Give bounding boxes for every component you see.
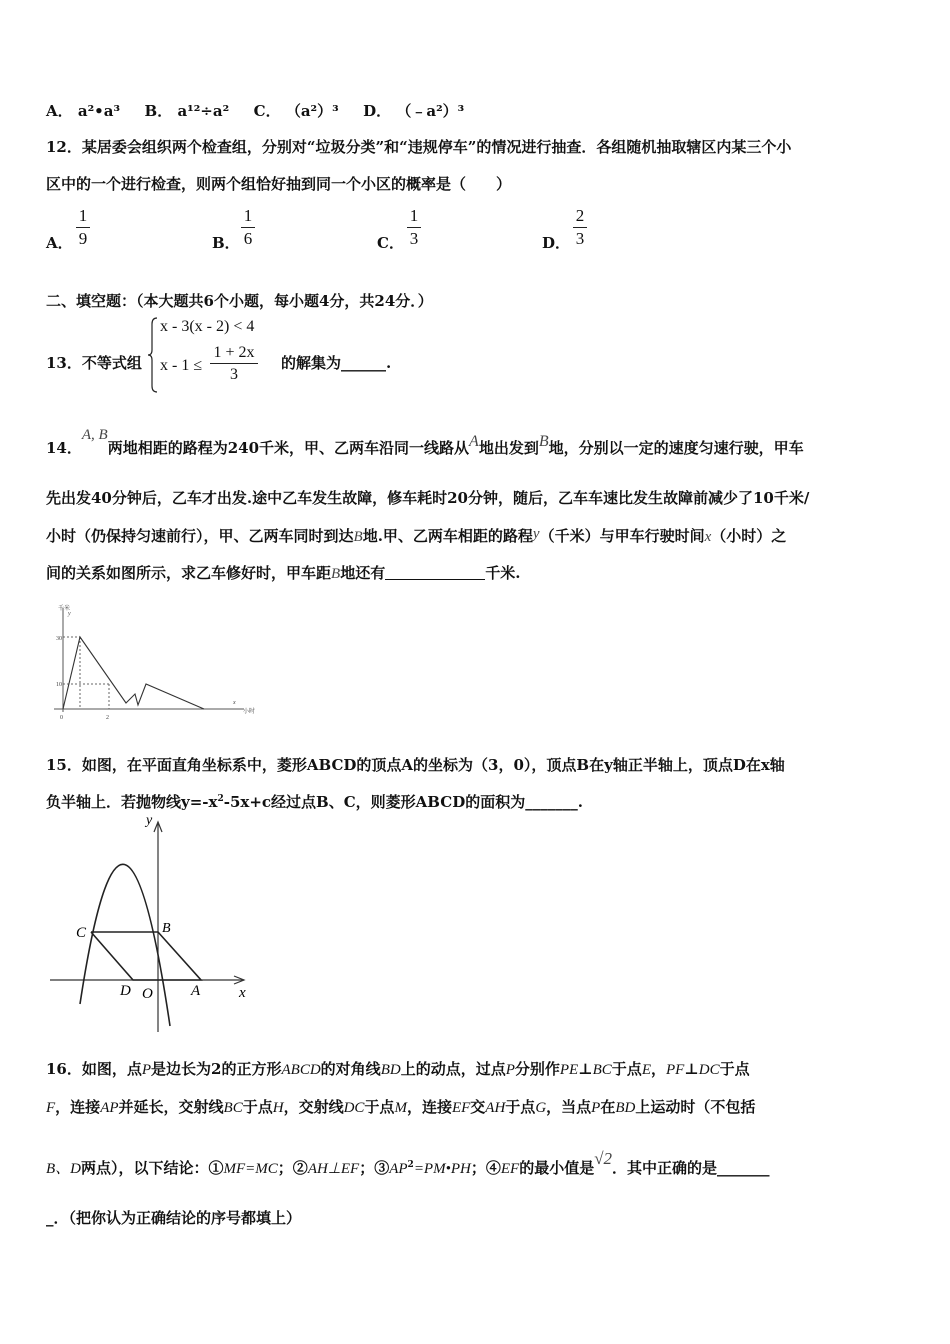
q15-label-y: y [146,814,153,828]
q12-option-c-letter: C． [377,234,404,252]
q15-label-b: B [162,921,171,936]
q14-line3: 小时（仍保持匀速前行），甲、乙两车同时到达B地.甲、乙两车相距的路程y（千米）与甲车行驶时间x（小时）之 [46,526,787,545]
q12-option-b-fraction: 1 6 [238,206,258,249]
q14-line4: 间的关系如图所示，求乙车修好时，甲车距B地还有 千米. [46,564,521,582]
q13-inequality-2-fraction: 1 + 2x 3 [210,344,258,385]
q11-option-a: A． a²•a³ [46,102,121,120]
q16-line2: F，连接AP并延长，交射线BC于点H，交射线DC于点M，连接EF交AH于点G，当点P在BD上运动时（不包括 [46,1098,756,1116]
q11-option-d: D． （﹣a²）³ [363,102,465,120]
q11-options [46,101,464,121]
q15-line1: 15．如图，在平面直角坐标系中，菱形ABCD的顶点A的坐标为（3，0），顶点B在y轴正半轴上，顶点D在x轴 [46,756,785,774]
q15-label-a: A [191,983,201,999]
q14-y-axis-label: y [68,611,71,617]
q15-label-c: C [76,925,87,941]
q15-label-d: D [120,983,131,999]
q14-x-tick-0: 0 [60,715,63,721]
q15-label-o: O [142,986,153,1002]
q11-option-c: C． （a²）³ [253,102,339,120]
q15-parabola [80,864,170,1026]
section-title: 二、填空题：（本大题共6个小题，每小题4分，共24分．） [46,292,433,310]
q13-prefix: 13．不等式组 [46,354,142,372]
q15-label-x: x [239,985,246,1001]
q13-inequality-2-left: x - 1 ≤ [160,357,203,374]
q14-distance-line [63,637,204,709]
q16-line4: _．（把你认为正确结论的序号都填上） [46,1209,302,1227]
q15-graph [44,814,254,1034]
q14-x-tick-2: 2 [106,715,109,721]
q13-brace [147,316,159,394]
q14-x-axis-label: x [233,700,236,706]
q14-x-unit: 小时 [243,709,256,715]
q15-rhombus [91,932,201,980]
q14-y-tick-30: 30 [56,636,62,642]
q12-option-c-fraction: 1 3 [404,206,424,249]
q14-graph [44,602,266,727]
q15-line2: 负半轴上．若抛物线$y=-x^2-5x+c$经过点B、C，则菱形ABCD的面积为_______. [46,793,583,811]
q13-suffix: 的解集为______. [281,354,392,372]
q13-inequality-1: x - 3(x - 2) < 4 [160,318,255,335]
q11-option-b: B． a¹²÷a² [144,102,230,120]
q12-option-a-fraction: 1 9 [73,206,93,249]
q12-line2: 区中的一个进行检查，则两个组恰好抽到同一个小区的概率是（ ） [46,175,512,193]
q16-line1: 16．如图，点P是边长为2的正方形ABCD的对角线BD上的动点，过点P分别作PE⊥BC于点E，PF⊥DC于点 [46,1060,750,1078]
q16-line3: B、D两点），以下结论：①MF=MC；②AH⊥EF；$③AP^2=PM•PH$；④EF的最小值是√2．其中正确的是_______ [46,1149,770,1177]
q14-line2: 先出发40分钟后，乙车才出发.途中乙车发生故障，修车耗时20分钟，随后，乙车车速比发生故障前减少了10千米/ [46,489,810,507]
q14-line1: 14．A, B两地相距的路程为240千米，甲、乙两车沿同一线路从A地出发到B地，分别以一定的速度匀速行驶，甲车 [46,427,804,457]
q12-option-b-letter: B． [212,234,240,252]
q14-y-unit: 千米 [58,606,71,612]
q12-option-d-letter: D． [542,234,571,252]
q14-y-tick-10: 10 [56,682,62,688]
q12-line1: 12．某居委会组织两个检查组，分别对“垃圾分类”和“违规停车”的情况进行抽查．各组随机抽取辖区内某三个小 [46,138,792,156]
q12-option-d-fraction: 2 3 [570,206,590,249]
q12-option-a-letter: A． [46,234,73,252]
